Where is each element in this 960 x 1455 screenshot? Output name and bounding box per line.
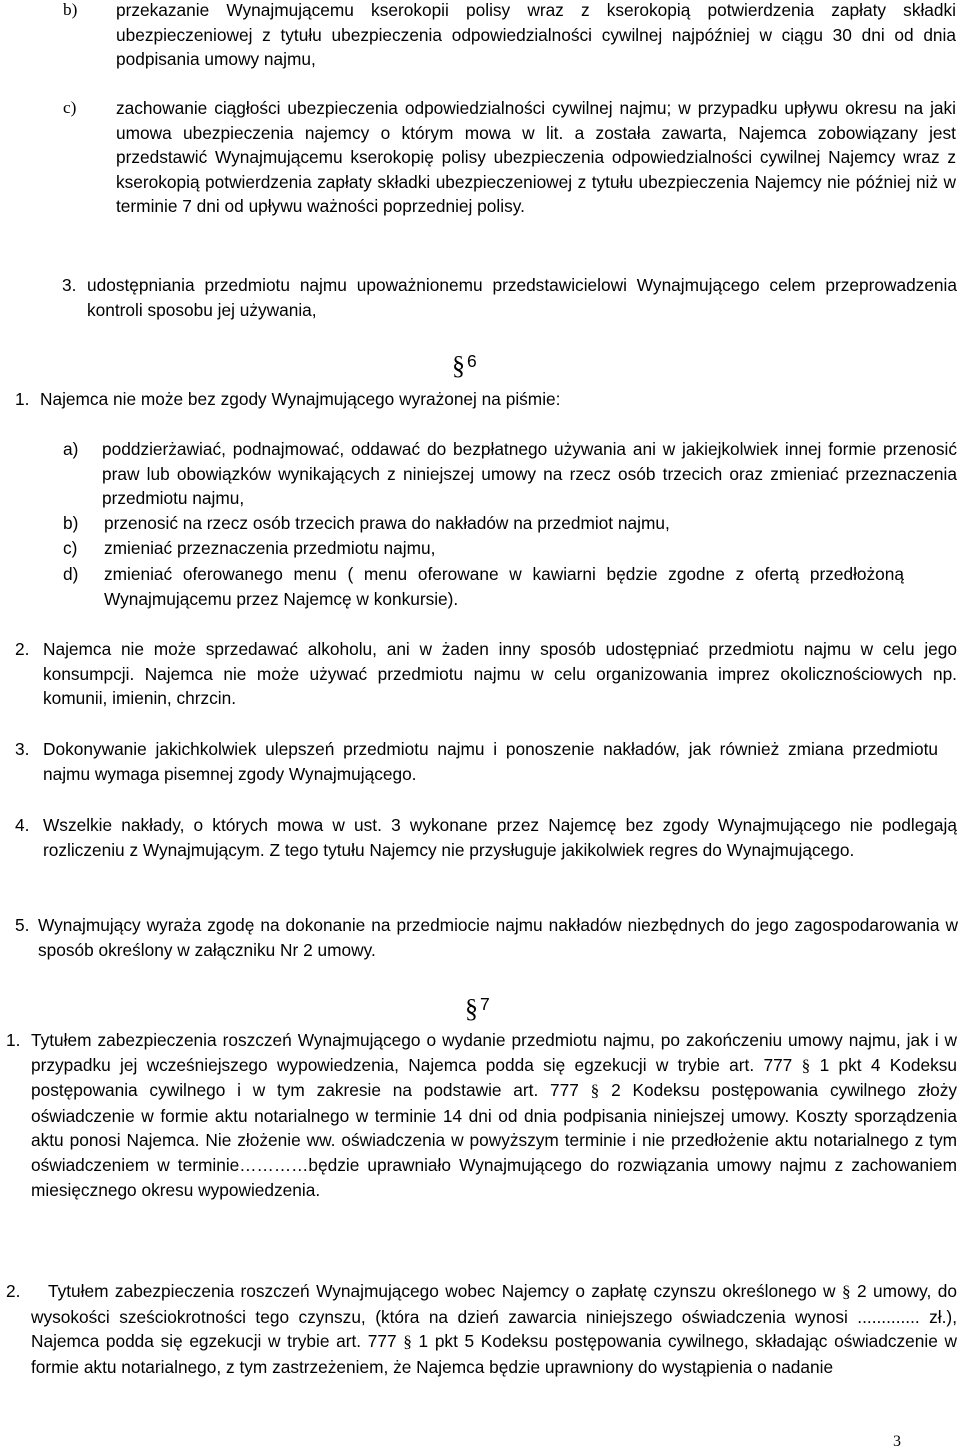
paragraph-text-part: 2 umowy, do wysokości sześciokrotności tego czynszu, (która na dzień zawarcia niniejszego oświadczenia wynosi ............. zł.), Najemca podda się egzekucji w trybie art. 777: [31, 1281, 957, 1352]
paragraph-text-part: Tytułem zabezpieczenia roszczeń Wynajmującego o wydanie przedmiotu najmu, po zakończeniu umowy najmu, jak i w przypadku jej wcześniejszego wypowiedzenia, Najemca podda się egzekucji w trybie art. 777: [31, 1030, 957, 1075]
section-symbol: §: [403, 1332, 412, 1352]
list-item-text: przenosić na rzecz osób trzecich prawa do nakładów na przedmiot najmu,: [104, 513, 670, 533]
section-number: 6: [467, 351, 477, 371]
paragraph-label: 1.: [15, 389, 30, 409]
section-7-paragraph-2: [31, 1279, 957, 1379]
paragraph-text: Dokonywanie jakichkolwiek ulepszeń przedmiotu najmu i ponoszenie nakładów, jak również zmiana przedmiotu najmu wymaga pisemnej zgody Wynajmującego.: [43, 739, 938, 784]
paragraph-text-part: Tytułem zabezpieczenia roszczeń Wynajmującego wobec Najemcy o zapłatę czynszu określonego w: [48, 1281, 836, 1301]
paragraph-text: Najemca nie może sprzedawać alkoholu, ani w żaden inny sposób udostępniać przedmiotu najmu w celu jego konsumpcji. Najemca nie może używać przedmiotu najmu w celu organizowania imprez okolicznościowych np. komunii, imienin, chrzcin.: [43, 639, 957, 709]
section-symbol: §: [452, 351, 465, 380]
list-item-text: poddzierżawiać, podnajmować, oddawać do bezpłatnego używania ani w jakiejkolwiek innej formie przenosić praw lub obowiązków wynikających z niniejszej umowy na rzecz osób trzecich oraz zmieniać przeznaczenia przedmiotu najmu,: [102, 439, 957, 509]
section-6-heading: [452, 345, 477, 380]
section-number: 7: [480, 994, 490, 1014]
list-item-b: [104, 511, 954, 536]
page-number: 3: [893, 1433, 901, 1450]
paragraph-text: Najemca nie może bez zgody Wynajmującego wyrażonej na piśmie:: [40, 389, 561, 409]
paragraph-label: 5.: [15, 915, 30, 935]
section-7-paragraph-1: [31, 1028, 957, 1202]
list-item-b: [116, 0, 956, 72]
list-item-text: przekazanie Wynajmującemu kserokopii polisy wraz z kserokopią potwierdzenia zapłaty składki ubezpieczeniowej z tytułu ubezpieczenia odpowiedzialności cywilnej najpóźniej w ciągu 30 dni od dnia podpisania umowy najmu,: [116, 0, 956, 70]
list-item-c: [104, 536, 954, 561]
paragraph-label: 2.: [6, 1281, 21, 1301]
list-item-text: zachowanie ciągłości ubezpieczenia odpowiedzialności cywilnej najmu; w przypadku upływu okresu na jaki umowa ubezpieczenia najemcy o którym mowa w lit. a została zawarta, Najemca zobowiązany jest przedstawić Wynajmującemu kserokopię polisy ubezpieczenia odpowiedzialności cywilnej Najemcy wraz z kserokopią potwierdzenia zapłaty składki ubezpieczeniowej z tytułu ubezpieczenia Najemcy nie później niż w terminie 7 dni od upływu ważności poprzedniej polisy.: [116, 98, 956, 217]
list-label: d): [63, 564, 79, 584]
paragraph-text: Wynajmujący wyraża zgodę na dokonanie na przedmiocie najmu nakładów niezbędnych do jego zagospodarowania w sposób określony w załączniku Nr 2 umowy.: [38, 915, 958, 960]
list-item-a: [102, 437, 957, 511]
paragraph-label: 2.: [15, 639, 30, 659]
list-label: b): [63, 0, 78, 19]
paragraph-label: 4.: [15, 815, 30, 835]
list-item-text: zmieniać oferowanego menu ( menu oferowane w kawiarni będzie zgodne z ofertą przedłożoną Wynajmującemu przez Najemcę w konkursie).: [104, 564, 904, 609]
section-symbol: §: [841, 1282, 851, 1301]
section-6-paragraph-4: [43, 813, 957, 862]
list-label: c): [63, 538, 78, 558]
list-label: c): [63, 98, 77, 117]
paragraph-text: Wszelkie nakłady, o których mowa w ust. 3 wykonane przez Najemcę bez zgody Wynajmującego nie podlegają rozliczeniu z Wynajmującym. Z tego tytułu Najemcy nie przysługuje jakikolwiek regres do Wynajmującego.: [43, 815, 957, 860]
section-symbol: §: [465, 994, 478, 1023]
paragraph-text-part: 1 pkt 5 Kodeksu postępowania cywilnego, składając oświadczenie w formie aktu notarialnego, z tym zastrzeżeniem, że Najemca będzie uprawniony do wystąpienia o nadanie: [31, 1331, 957, 1377]
paragraph-text: [31, 1279, 957, 1379]
point-label: 3.: [62, 275, 77, 295]
list-item-text: zmieniać przeznaczenia przedmiotu najmu,: [104, 538, 436, 558]
section-7-heading: [465, 988, 490, 1023]
section-6-paragraph-3: [43, 737, 938, 786]
paragraph-label: 3.: [15, 739, 30, 759]
section-symbol: §: [590, 1081, 600, 1101]
section-6-paragraph-5: [38, 913, 958, 962]
list-label: b): [63, 513, 79, 533]
point-3: [87, 273, 957, 322]
list-item-d: [104, 562, 904, 611]
paragraph-text-part: 1 pkt 4 Kodeksu postępowania cywilnego i w tym zakresie na podstawie art. 777: [31, 1054, 957, 1101]
paragraph-text-part: 2 Kodeksu postępowania cywilnego złoży oświadczenie w formie aktu notarialnego w terminie 14 dni od dnia podpisania niniejszej umowy. Koszty sporządzenia aktu ponosi Najemca. Nie złożenie ww. oświadczenia w powyższym terminie i nie przedłożenie aktu notarialnego z tym oświadczeniem w terminie…………będzie uprawniało Wynajmującego do rozwiązania umowy najmu z zachowaniem miesięcznego okresu wypowiedzenia.: [31, 1080, 957, 1200]
section-symbol: §: [801, 1055, 811, 1075]
list-item-c: [116, 96, 956, 219]
paragraph-text: [31, 1028, 957, 1202]
list-label: a): [63, 439, 79, 459]
section-6-paragraph-1: [40, 387, 940, 412]
section-6-paragraph-2: [43, 637, 957, 711]
point-text: udostępniania przedmiotu najmu upoważnionemu przedstawicielowi Wynajmującego celem przeprowadzenia kontroli sposobu jej używania,: [87, 275, 957, 320]
paragraph-label: 1.: [6, 1030, 21, 1050]
